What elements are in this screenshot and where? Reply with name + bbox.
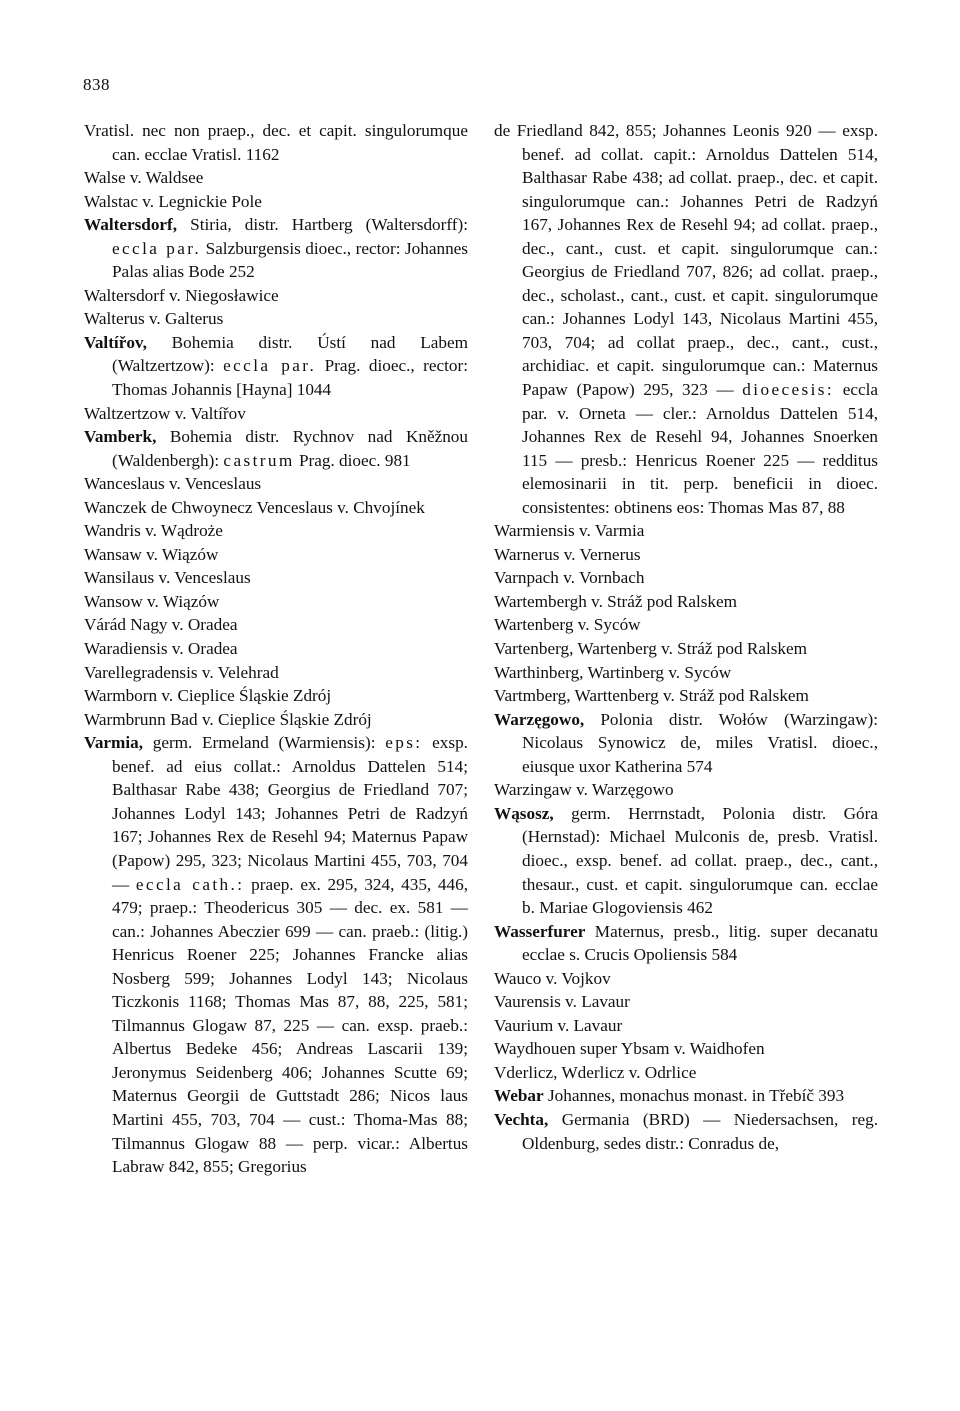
entry-text: Warmborn v. Cieplice Śląskie Zdrój: [84, 686, 332, 706]
entry-headword: Wąsosz,: [494, 803, 554, 823]
index-entry: [494, 967, 878, 991]
index-entry: [84, 307, 468, 331]
entry-text: Warnerus v. Vernerus: [494, 544, 641, 564]
entry-text: Wandris v. Wądroże: [84, 521, 223, 541]
entry-headword: Varmia,: [84, 733, 144, 753]
page-number: 838: [83, 75, 110, 94]
index-entry: [84, 519, 468, 543]
index-entry: [494, 590, 878, 614]
entry-text: Waltzertzow v. Valtířov: [84, 403, 246, 423]
index-entry: [494, 543, 878, 567]
index-entry: [494, 1014, 878, 1038]
index-entry: [84, 613, 468, 637]
entry-text: Wartembergh v. Stráž pod Ralskem: [494, 591, 737, 611]
index-entry: [84, 213, 468, 284]
entry-text: Varnpach v. Vornbach: [494, 568, 645, 588]
index-entry: [84, 566, 468, 590]
index-entry: [494, 566, 878, 590]
index-entry: [494, 1061, 878, 1085]
entry-text: Vartmberg, Warttenberg v. Stráž pod Ralskem: [494, 686, 809, 706]
entry-text: Bohemia distr. Rychnov nad Kněžnou (Waldenbergh):: [112, 427, 468, 470]
index-entry: [84, 661, 468, 685]
entry-text: Prag. dioec., rector: Thomas Johannis [Hayna] 1044: [112, 356, 468, 400]
index-entry: [494, 613, 878, 637]
index-entry: [84, 119, 468, 166]
entry-text: Waradiensis v. Oradea: [84, 639, 238, 659]
entry-spaced-term: eccla par.: [112, 238, 202, 258]
right-column: [494, 119, 878, 1155]
entry-text: Waltersdorf v. Niegosławice: [84, 285, 279, 305]
entry-headword: Webar: [494, 1086, 544, 1106]
index-entry: [494, 684, 878, 708]
index-entry: [494, 990, 878, 1014]
entry-headword: Vamberk,: [84, 427, 157, 447]
index-entry: [494, 661, 878, 685]
entry-text: Vaurium v. Lavaur: [494, 1015, 623, 1035]
entry-text: Germania (BRD) — Niedersachsen, reg. Oldenburg, sedes distr.: Conradus de,: [522, 1109, 878, 1153]
index-entry: [494, 519, 878, 543]
entry-text: Varellegradensis v. Velehrad: [84, 662, 279, 682]
entry-text: exsp. benef. ad eius collat.: Arnoldus Dattelen 514; Balthasar Rabe 438; Georgius de Friedland 707; Johannes Lodyl 143; Johannes Petri de Radzyń 167; Johannes Rex de Resehl 94; Maternus Papaw (Papow) 295, 323; Nicolaus Martini 455, 703, 704 —: [112, 733, 468, 894]
entry-text: eccla par. v. Orneta — cler.: Arnoldus Dattelen 514, Johannes Rex de Resehl 94, Johannes Snoerken 115 — presb.: Henricus Roener 225 — redditus elemosinarii in tit. perp. beneficii in dioec. consistentes: obtinens eos: Thomas Mas 87, 88: [522, 380, 878, 517]
index-entry: [494, 802, 878, 920]
index-entry: [84, 731, 468, 1178]
index-entry: [84, 684, 468, 708]
entry-text: Wansilaus v. Venceslaus: [84, 568, 251, 588]
index-entry: [84, 402, 468, 426]
index-entry: [84, 708, 468, 732]
entry-text: Warthinberg, Wartinberg v. Syców: [494, 662, 732, 682]
entry-text: Wartenberg v. Syców: [494, 615, 641, 635]
entry-text: Warzingaw v. Warzęgowo: [494, 780, 674, 800]
entry-text: Salzburgensis dioec., rector: Johannes Palas alias Bode 252: [112, 238, 468, 282]
index-entry: [494, 1108, 878, 1155]
index-entry: [84, 190, 468, 214]
entry-text: Vaurensis v. Lavaur: [494, 992, 630, 1012]
index-entry: [494, 1037, 878, 1061]
entry-text: germ. Ermeland (Warmiensis):: [143, 733, 386, 753]
index-entry: [494, 637, 878, 661]
entry-text: Wanceslaus v. Venceslaus: [84, 474, 262, 494]
index-entry: [84, 425, 468, 472]
index-entry: [494, 920, 878, 967]
index-entry: [84, 543, 468, 567]
index-entry: [494, 119, 878, 519]
entry-text: Walterus v. Galterus: [84, 309, 224, 329]
entry-headword: Wasserfurer: [494, 921, 586, 941]
entry-spaced-term: dioecesis:: [742, 380, 835, 400]
entry-text: Wanczek de Chwoynecz Venceslaus v. Chvojínek: [84, 497, 425, 517]
entry-text: Wansow v. Wiązów: [84, 591, 220, 611]
entry-text: Warmbrunn Bad v. Cieplice Śląskie Zdrój: [84, 709, 372, 729]
entry-text: germ. Herrnstadt, Polonia distr. Góra (Hernstad): Michael Mulconis de, presb. Vratisl. dioec., exsp. benef. ad collat. praep., dec., cant., thesaur., cust. et capit. singulorumque can. ecclae b. Mariae Glogoviensis 462: [522, 803, 878, 918]
entry-text: Vratisl. nec non praep., dec. et capit. singulorumque can. ecclae Vratisl. 1162: [84, 121, 468, 164]
entry-text: praep. ex. 295, 324, 435, 446, 479; praep.: Theodericus 305 — dec. ex. 581 — can.: Johannes Abeczier 699 — can. praeb.: (litig.) Henricus Roener 225; Johannes Francke alias Nosberg 599; Johannes Lodyl 143; Nicolaus Ticzkonis 1168; Thomas Mas 87, 88, 225, 581; Tilmannus Glogaw 87, 225 — can. exsp. praeb.: Albertus Bedeke 456; Andreas Lascarii 139; Jeronymus Seidenberg 406; Johannes Scutte 69; Maternus Georgii de Guttstadt 286; Nicos laus Martini 455, 703, 704 — cust.: Thoma-Mas 88; Tilmannus Glogaw 88 — perp. vicar.: Albertus Labraw 842, 855; Gregorius: [112, 874, 468, 1177]
entry-spaced-term: castrum: [223, 450, 295, 470]
index-entry: [494, 778, 878, 802]
entry-text: de Friedland 842, 855; Johannes Leonis 920 — exsp. benef. ad collat. capit.: Arnoldus Dattelen 514, Balthasar Rabe 438; ad collat. praep., dec. et capit. singulorumque can.: Johannes Petri de Radzyń 167, Johannes Rex de Resehl 94; ad collat. praep., dec., cant., cust. et capit. singulorumque can.: Georgius de Friedland 707, 826; ad collat. praep., dec., scholast., cant., cust. et capit. singulorumque can.: Johannes Lodyl 143, Nicolaus Martini 455, 703, 704; ad collat praep., dec., cant., cust., archidiac. et capit. singulorumque can.: Maternus Papaw (Papow) 295, 323 —: [494, 121, 878, 400]
entry-text: Maternus, presb., litig. super decanatu ecclae s. Crucis Opoliensis 584: [522, 921, 878, 965]
entry-text: Polonia distr. Wołów (Warzingaw): Nicolaus Synowicz de, miles Vratisl. dioec., eiusque uxor Katherina 574: [522, 709, 878, 776]
index-entry: [494, 1084, 878, 1108]
entry-headword: Valtířov,: [84, 332, 147, 352]
entry-headword: Waltersdorf,: [84, 215, 178, 235]
entry-text: Bohemia distr. Ústí nad Labem (Waltzertzow):: [112, 332, 468, 376]
index-entry: [84, 331, 468, 402]
entry-headword: Warzęgowo,: [494, 709, 585, 729]
entry-text: Vderlicz, Wderlicz v. Odrlice: [494, 1062, 697, 1082]
index-entry: [84, 472, 468, 496]
entry-headword: Vechta,: [494, 1109, 549, 1129]
entry-text: Johannes, monachus monast. in Třebíč 393: [543, 1086, 845, 1106]
entry-text: Vartenberg, Wartenberg v. Stráž pod Ralskem: [494, 639, 807, 659]
entry-text: Várád Nagy v. Oradea: [84, 615, 238, 635]
entry-text: Waydhouen super Ybsam v. Waidhofen: [494, 1039, 765, 1059]
left-column: [84, 119, 468, 1179]
index-entry: [84, 284, 468, 308]
entry-spaced-term: eccla par.: [223, 356, 317, 376]
entry-text: Prag. dioec. 981: [294, 450, 411, 470]
entry-spaced-term: eps:: [385, 733, 423, 753]
entry-text: Wansaw v. Wiązów: [84, 544, 219, 564]
index-entry: [84, 590, 468, 614]
index-entry: [494, 708, 878, 779]
index-entry: [84, 166, 468, 190]
index-entry: [84, 637, 468, 661]
entry-spaced-term: eccla cath.:: [135, 874, 245, 894]
entry-text: Warmiensis v. Varmia: [494, 521, 645, 541]
entry-text: Walse v. Waldsee: [84, 168, 204, 188]
index-entry: [84, 496, 468, 520]
entry-text: Wauco v. Vojkov: [494, 968, 611, 988]
entry-text: Walstac v. Legnickie Pole: [84, 191, 262, 211]
entry-text: Stiria, distr. Hartberg (Waltersdorff):: [177, 215, 468, 235]
